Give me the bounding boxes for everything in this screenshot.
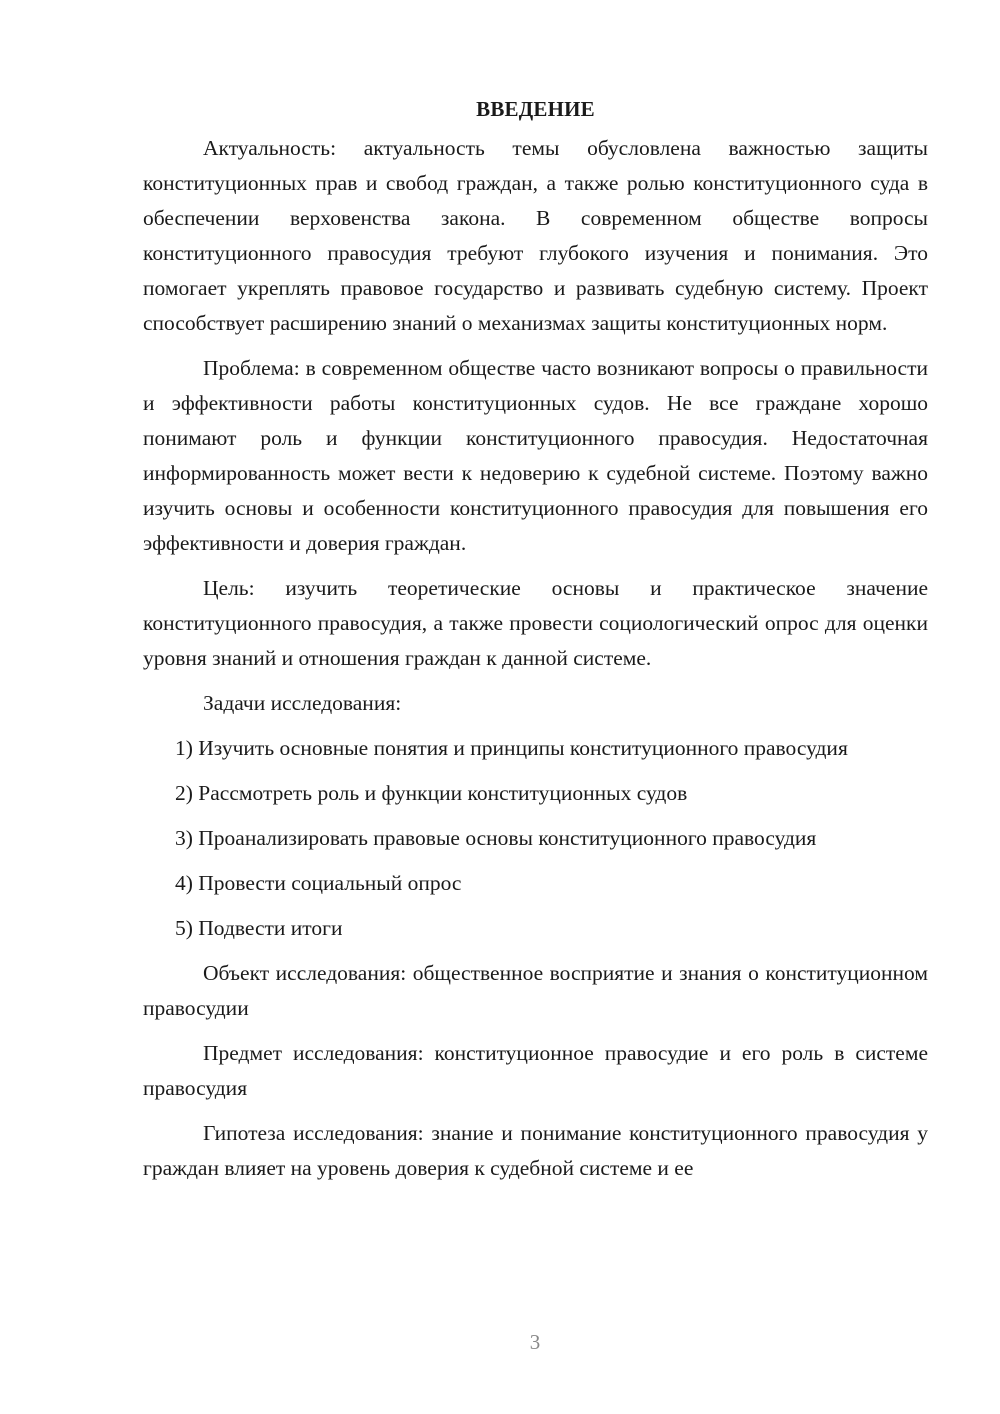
page-number: 3 bbox=[529, 1330, 541, 1354]
tasks-heading: Задачи исследования: bbox=[203, 691, 402, 715]
paragraph-relevance: Актуальность: актуальность темы обусловлена важностью защиты конституционных прав и свобод граждан, а также ролью конституционного суда в обеспечении верховенства закона. В современном обществе вопросы конституционного правосудия требуют глубокого изучения и понимания. Это помогает укреплять правовое государство и развивать судебную систему. Проект способствует расширению знаний о механизмах защиты конституционных норм. bbox=[143, 136, 928, 335]
paragraph-goal: Цель: изучить теоретические основы и практическое значение конституционного правосудия, а также провести социологический опрос для оценки уровня знаний и отношения граждан к данной системе. bbox=[143, 576, 928, 670]
paragraph-problem: Проблема: в современном обществе часто возникают вопросы о правильности и эффективности работы конституционных судов. Не все граждане хорошо понимают роль и функции конституционного правосудия. Недостаточная информированность может вести к недоверию к судебной системе. Поэтому важно изучить основы и особенности конституционного правосудия для повышения его эффективности и доверия граждан. bbox=[143, 356, 928, 555]
section-title: ВВЕДЕНИЕ bbox=[476, 97, 595, 121]
paragraph-hypothesis: Гипотеза исследования: знание и понимание конституционного правосудия у граждан влияет на уровень доверия к судебной системе и ее bbox=[143, 1121, 928, 1180]
task-list-item: 4) Провести социальный опрос bbox=[175, 871, 462, 895]
task-list-item: 3) Проанализировать правовые основы конституционного правосудия bbox=[175, 826, 817, 850]
task-list-item: 1) Изучить основные понятия и принципы конституционного правосудия bbox=[175, 736, 848, 760]
document-page bbox=[143, 92, 928, 1196]
task-list-item: 2) Рассмотреть роль и функции конституционных судов bbox=[175, 781, 688, 805]
task-list-item: 5) Подвести итоги bbox=[175, 916, 343, 940]
paragraph-object: Объект исследования: общественное восприятие и знания о конституционном правосудии bbox=[143, 961, 928, 1020]
paragraph-subject: Предмет исследования: конституционное правосудие и его роль в системе правосудия bbox=[143, 1041, 928, 1100]
